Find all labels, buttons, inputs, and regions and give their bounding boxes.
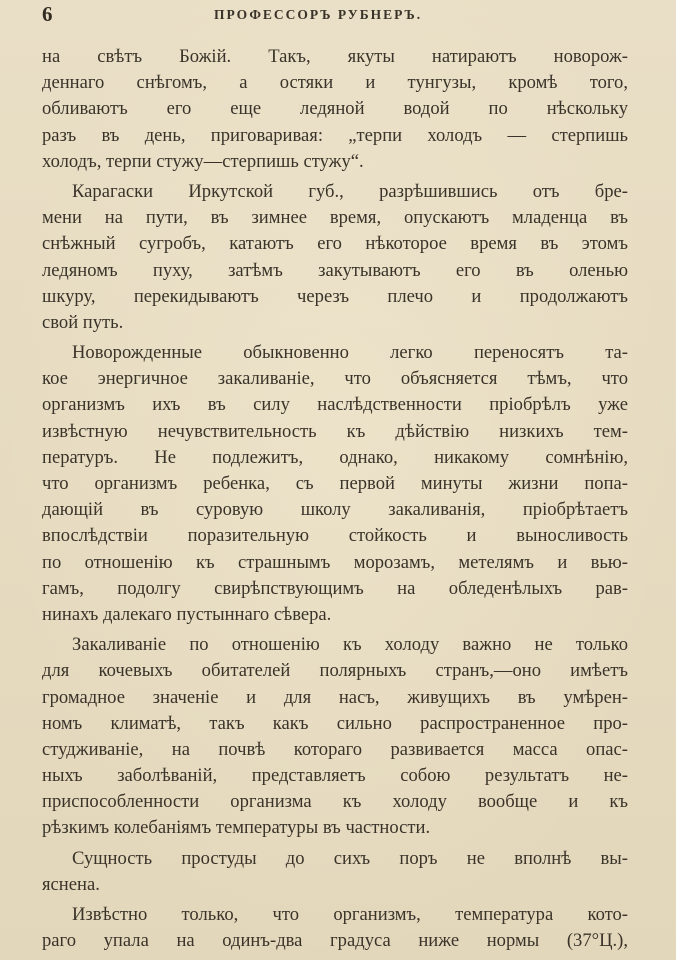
text-line: обливаютъ его еще ледяной водой по нѣскольку (42, 98, 628, 120)
text-line: по отношенію къ страшнымъ морозамъ, метелямъ и вью- (42, 551, 628, 573)
text-line: студживаніе, на почвѣ котораго развивается масса опас- (42, 738, 628, 760)
text-line: Извѣстно только, что организмъ, температура кото- (72, 904, 628, 925)
text-line: Сущность простуды до сихъ поръ не вполнѣ вы- (72, 847, 628, 869)
text-line: ледяномъ пуху, затѣмъ закутываютъ его въ оленью (42, 259, 628, 281)
paragraph (42, 632, 628, 842)
paragraph (42, 846, 628, 898)
paragraph (42, 902, 628, 954)
text-line: организмъ ихъ въ силу наслѣдственности пріобрѣлъ уже (42, 394, 628, 416)
text-line: Новорожденные обыкновенно легко переносятъ та- (72, 342, 628, 364)
text-line: разъ въ день, приговаривая: „терпи холодъ — стерпишь (42, 124, 628, 146)
text-line: Закаливаніе по отношенію къ холоду важно не только (72, 634, 628, 656)
text-line: приспособленности организма къ холоду вообще и къ (42, 791, 628, 813)
text-line: номъ климатѣ, такъ какъ сильно распространенное про- (42, 712, 628, 734)
body-text (42, 44, 628, 954)
text-line: на свѣтъ Божій. Такъ, якуты натираютъ новорож- (42, 46, 628, 67)
text-line: громадное значеніе и для насъ, живущихъ въ умѣрен- (42, 686, 628, 708)
text-line: Карагаски Иркутской губ., разрѣшившись отъ бре- (72, 180, 628, 202)
text-line: гамъ, подолгу свирѣпствующимъ на обледенѣлыхъ рав- (42, 577, 628, 599)
paragraph (42, 340, 628, 628)
text-line: яснена. (42, 873, 100, 895)
text-line: нинахъ далекаго пустыннаго сѣвера. (42, 603, 332, 625)
text-line: извѣстную нечувствительность къ дѣйствію низкихъ тем- (42, 420, 628, 442)
text-line: пературъ. Не подлежитъ, однако, никакому сомнѣнію, (42, 446, 628, 468)
text-line: раго упала на одинъ-два градуса ниже нормы (37°Ц.), (42, 930, 628, 952)
text-line: впослѣдствіи поразительную стойкость и выносливость (42, 525, 628, 547)
text-line: дающій въ суровую школу закаливанія, пріобрѣтаетъ (42, 499, 628, 521)
paragraph (42, 179, 628, 336)
text-line: рѣзкимъ колебаніямъ температуры въ частности. (42, 817, 431, 839)
text-line: для кочевыхъ обитателей полярныхъ странъ,—оно имѣетъ (42, 660, 628, 682)
page-number: 6 (42, 2, 53, 26)
text-line: мени на пути, въ зимнее время, опускаютъ младенца въ (42, 207, 628, 229)
page-header (42, 2, 628, 32)
text-line: кое энергичное закаливаніе, что объясняется тѣмъ, что (42, 368, 628, 390)
text-line: ныхъ заболѣваній, представляетъ собою результатъ не- (42, 765, 628, 787)
running-title: ПРОФЕССОРЪ РУБНЕРЪ. (214, 7, 423, 22)
text-line: шкуру, перекидываютъ черезъ плечо и продолжаютъ (42, 285, 628, 307)
paragraph (42, 44, 628, 175)
text-line: что организмъ ребенка, съ первой минуты жизни попа- (42, 473, 628, 494)
text-line: снѣжный сугробъ, катаютъ его нѣкоторое время въ этомъ (42, 233, 628, 255)
text-line: деннаго снѣгомъ, а остяки и тунгузы, кромѣ того, (42, 72, 628, 94)
text-line: свой путь. (42, 311, 124, 333)
text-line: холодъ, терпи стужу—стерпишь стужу“. (42, 150, 364, 172)
